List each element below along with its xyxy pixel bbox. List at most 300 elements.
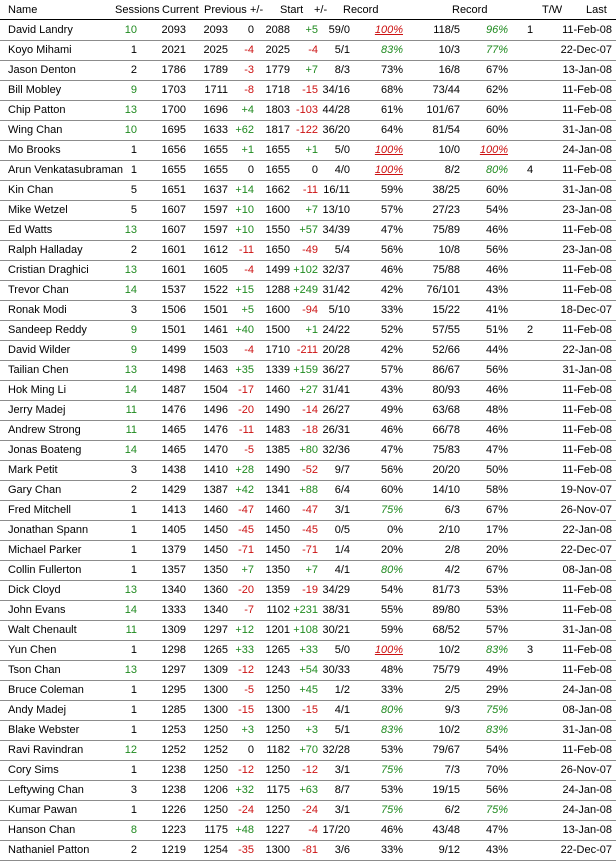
- change-since-start: -15: [302, 704, 318, 716]
- table-row: [0, 40, 616, 61]
- session-record: 38/31: [322, 604, 350, 616]
- session-win-pct: 83%: [380, 44, 403, 56]
- start-rating: 1250: [265, 684, 290, 696]
- previous-rating: 1597: [203, 224, 228, 236]
- previous-rating: 1612: [203, 244, 228, 256]
- player-name: Trevor Chan: [8, 284, 69, 296]
- change-since-start: -18: [302, 424, 318, 436]
- overall-win-pct: 60%: [485, 184, 508, 196]
- session-record: 8/7: [334, 784, 350, 796]
- rating-change: -45: [238, 524, 254, 536]
- previous-rating: 1655: [203, 144, 228, 156]
- current-rating: 1703: [161, 84, 186, 96]
- last-played: 11-Feb-08: [562, 464, 612, 476]
- current-rating: 1498: [161, 364, 186, 376]
- current-rating: 1238: [161, 784, 186, 796]
- player-name: Tson Chan: [8, 664, 61, 676]
- start-rating: 1450: [265, 544, 290, 556]
- session-record: 8/3: [334, 64, 350, 76]
- start-rating: 1803: [265, 104, 290, 116]
- session-record: 5/1: [334, 44, 350, 56]
- session-record: 5/10: [328, 304, 350, 316]
- session-record: 5/0: [334, 144, 350, 156]
- header-current: Current: [162, 4, 199, 16]
- overall-record: 75/88: [432, 264, 460, 276]
- session-win-pct: 46%: [380, 264, 403, 276]
- previous-rating: 1300: [203, 704, 228, 716]
- session-win-pct: 43%: [380, 384, 403, 396]
- rating-change: -15: [238, 704, 254, 716]
- overall-win-pct: 51%: [485, 324, 508, 336]
- change-since-start: +70: [299, 744, 318, 756]
- session-record: 30/21: [322, 624, 350, 636]
- overall-record: 20/20: [432, 464, 460, 476]
- overall-record: 10/8: [438, 244, 460, 256]
- last-played: 26-Nov-07: [560, 504, 612, 516]
- overall-win-pct: 49%: [485, 664, 508, 676]
- player-name: Tailian Chen: [8, 364, 69, 376]
- start-rating: 1490: [265, 404, 290, 416]
- overall-win-pct: 56%: [485, 364, 508, 376]
- change-since-start: -47: [302, 504, 318, 516]
- table-row: [0, 760, 616, 781]
- player-name: Collin Fullerton: [8, 564, 82, 576]
- overall-win-pct: 62%: [485, 84, 508, 96]
- last-played: 22-Dec-07: [560, 44, 612, 56]
- overall-record: 118/5: [433, 24, 460, 36]
- session-win-pct: 57%: [380, 364, 403, 376]
- overall-win-pct: 44%: [485, 344, 508, 356]
- session-record: 4/0: [334, 164, 350, 176]
- session-record: 5/0: [334, 644, 350, 656]
- sessions-count: 1: [130, 704, 137, 716]
- session-record: 36/20: [322, 124, 350, 136]
- session-win-pct: 100%: [374, 164, 403, 176]
- current-rating: 1655: [161, 164, 186, 176]
- table-row: [0, 420, 616, 441]
- rating-change: +10: [235, 224, 254, 236]
- session-record: 26/31: [322, 424, 350, 436]
- overall-record: 63/68: [432, 404, 460, 416]
- overall-win-pct: 48%: [485, 404, 508, 416]
- current-rating: 1601: [161, 244, 186, 256]
- overall-win-pct: 67%: [485, 564, 508, 576]
- overall-record: 15/22: [432, 304, 460, 316]
- sessions-count: 14: [124, 384, 137, 396]
- table-row: [0, 500, 616, 521]
- current-rating: 1499: [161, 344, 186, 356]
- previous-rating: 1504: [203, 384, 228, 396]
- header-record-overall: Record: [452, 4, 488, 16]
- table-row: [0, 120, 616, 141]
- sessions-count: 10: [124, 124, 137, 136]
- player-name: Nathaniel Patton: [8, 844, 90, 856]
- player-name: Chip Patton: [8, 104, 66, 116]
- overall-record: 57/55: [432, 324, 460, 336]
- current-rating: 1309: [161, 624, 186, 636]
- player-name: Ronak Modi: [8, 304, 67, 316]
- session-win-pct: 47%: [380, 444, 403, 456]
- last-played: 22-Dec-07: [560, 844, 612, 856]
- start-rating: 1243: [265, 664, 290, 676]
- player-name: Andrew Strong: [8, 424, 81, 436]
- last-played: 11-Feb-08: [562, 744, 612, 756]
- previous-rating: 1309: [203, 664, 228, 676]
- start-rating: 1250: [265, 804, 290, 816]
- previous-rating: 1410: [203, 464, 228, 476]
- change-since-start: -11: [302, 184, 318, 196]
- overall-win-pct: 67%: [485, 64, 508, 76]
- change-since-start: +1: [305, 144, 318, 156]
- overall-win-pct: 96%: [485, 24, 508, 36]
- last-played: 11-Feb-08: [562, 324, 612, 336]
- start-rating: 1288: [265, 284, 290, 296]
- current-rating: 1601: [161, 264, 186, 276]
- current-rating: 1438: [161, 464, 186, 476]
- overall-win-pct: 29%: [485, 684, 508, 696]
- previous-rating: 1461: [203, 324, 228, 336]
- change-since-start: +57: [299, 224, 318, 236]
- rating-change: -71: [238, 544, 254, 556]
- overall-win-pct: 50%: [485, 464, 508, 476]
- current-rating: 1357: [161, 564, 186, 576]
- overall-record: 80/93: [432, 384, 460, 396]
- previous-rating: 1633: [203, 124, 228, 136]
- rating-change: +5: [241, 304, 254, 316]
- overall-win-pct: 43%: [485, 284, 508, 296]
- change-since-start: +63: [299, 784, 318, 796]
- session-record: 44/28: [322, 104, 350, 116]
- start-rating: 1550: [265, 224, 290, 236]
- change-since-start: +102: [293, 264, 318, 276]
- player-name: Leftywing Chan: [8, 784, 84, 796]
- player-name: Walt Chenault: [8, 624, 77, 636]
- table-row: [0, 740, 616, 761]
- overall-record: 10/2: [438, 724, 460, 736]
- change-since-start: +7: [305, 204, 318, 216]
- table-row: [0, 780, 616, 801]
- last-played: 31-Jan-08: [562, 124, 612, 136]
- previous-rating: 1265: [203, 644, 228, 656]
- start-rating: 1175: [266, 784, 290, 796]
- previous-rating: 1637: [203, 184, 228, 196]
- last-played: 24-Jan-08: [562, 784, 612, 796]
- current-rating: 1465: [161, 424, 186, 436]
- sessions-count: 1: [130, 44, 137, 56]
- change-since-start: -103: [295, 104, 318, 116]
- player-name: Mo Brooks: [8, 144, 61, 156]
- player-name: Mike Wetzel: [8, 204, 68, 216]
- header-tw: T/W: [542, 4, 563, 16]
- sessions-count: 3: [130, 304, 137, 316]
- start-rating: 1359: [265, 584, 290, 596]
- current-rating: 1506: [161, 304, 186, 316]
- rating-change: -17: [238, 384, 254, 396]
- rating-change: +40: [235, 324, 254, 336]
- last-played: 26-Nov-07: [560, 764, 612, 776]
- current-rating: 1285: [161, 704, 186, 716]
- rating-change: -5: [244, 444, 254, 456]
- table-row: [0, 380, 616, 401]
- change-since-start: +159: [293, 364, 318, 376]
- start-rating: 1600: [265, 304, 290, 316]
- current-rating: 1656: [161, 144, 186, 156]
- session-win-pct: 20%: [380, 544, 403, 556]
- table-row: [0, 200, 616, 221]
- session-win-pct: 68%: [380, 84, 403, 96]
- session-win-pct: 48%: [380, 664, 403, 676]
- session-win-pct: 61%: [380, 104, 403, 116]
- session-record: 0/5: [334, 524, 350, 536]
- sessions-count: 13: [124, 364, 137, 376]
- sessions-count: 11: [125, 624, 137, 636]
- player-name: Sandeep Reddy: [8, 324, 87, 336]
- session-record: 3/1: [334, 804, 350, 816]
- rating-change: +12: [235, 624, 254, 636]
- sessions-count: 1: [130, 524, 137, 536]
- player-name: David Wilder: [8, 344, 71, 356]
- previous-rating: 1655: [203, 164, 228, 176]
- overall-record: 89/80: [432, 604, 460, 616]
- overall-record: 2/10: [438, 524, 460, 536]
- session-win-pct: 49%: [380, 404, 403, 416]
- player-name: Jerry Madej: [8, 404, 66, 416]
- overall-win-pct: 83%: [485, 724, 508, 736]
- current-rating: 1537: [161, 284, 186, 296]
- sessions-count: 2: [130, 64, 137, 76]
- last-played: 11-Feb-08: [562, 584, 612, 596]
- rating-change: -4: [244, 344, 254, 356]
- overall-win-pct: 17%: [485, 524, 508, 536]
- current-rating: 1413: [161, 504, 186, 516]
- session-win-pct: 0%: [387, 524, 403, 536]
- start-rating: 1490: [265, 464, 290, 476]
- header-change-since-start: +/-: [314, 4, 328, 16]
- current-rating: 2093: [161, 24, 186, 36]
- previous-rating: 1460: [203, 504, 228, 516]
- table-row: [0, 440, 616, 461]
- session-win-pct: 64%: [380, 124, 403, 136]
- overall-record: 6/2: [444, 804, 460, 816]
- start-rating: 1250: [265, 724, 290, 736]
- overall-record: 75/89: [432, 224, 460, 236]
- change-since-start: -94: [302, 304, 318, 316]
- start-rating: 1650: [265, 244, 290, 256]
- table-row: [0, 700, 616, 721]
- rating-change: +4: [241, 104, 254, 116]
- rating-change: +3: [241, 724, 254, 736]
- rating-change: -4: [244, 44, 254, 56]
- table-row: [0, 600, 616, 621]
- change-since-start: +1: [305, 324, 318, 336]
- session-win-pct: 52%: [380, 324, 403, 336]
- session-record: 1/2: [334, 684, 350, 696]
- overall-record: 10/0: [438, 144, 460, 156]
- overall-record: 2/8: [444, 544, 460, 556]
- header-sessions: Sessions: [115, 4, 160, 16]
- start-rating: 1300: [265, 844, 290, 856]
- last-played: 31-Jan-08: [562, 364, 612, 376]
- session-win-pct: 83%: [380, 724, 403, 736]
- session-record: 30/33: [322, 664, 350, 676]
- overall-record: 52/66: [432, 344, 460, 356]
- previous-rating: 1476: [203, 424, 228, 436]
- previous-rating: 1522: [203, 284, 228, 296]
- table-row: [0, 400, 616, 421]
- current-rating: 1252: [161, 744, 186, 756]
- session-record: 32/28: [322, 744, 350, 756]
- start-rating: 2088: [265, 24, 290, 36]
- overall-win-pct: 46%: [485, 224, 508, 236]
- start-rating: 1500: [265, 324, 290, 336]
- session-win-pct: 59%: [380, 624, 403, 636]
- rating-change: -7: [244, 604, 254, 616]
- session-record: 34/29: [322, 584, 350, 596]
- session-win-pct: 75%: [380, 504, 403, 516]
- current-rating: 1297: [161, 664, 186, 676]
- last-played: 11-Feb-08: [562, 604, 612, 616]
- previous-rating: 1470: [203, 444, 228, 456]
- current-rating: 1226: [161, 804, 186, 816]
- last-played: 24-Jan-08: [562, 804, 612, 816]
- sessions-count: 1: [130, 684, 137, 696]
- header-start: Start: [280, 4, 304, 16]
- overall-record: 7/3: [444, 764, 460, 776]
- change-since-start: -81: [302, 844, 318, 856]
- start-rating: 1102: [266, 604, 290, 616]
- change-since-start: +108: [293, 624, 318, 636]
- rating-change: +14: [235, 184, 254, 196]
- rating-change: -3: [244, 64, 254, 76]
- previous-rating: 1250: [203, 804, 228, 816]
- sessions-count: 13: [124, 584, 137, 596]
- overall-record: 10/3: [438, 44, 460, 56]
- last-played: 11-Feb-08: [562, 444, 612, 456]
- previous-rating: 1496: [203, 404, 228, 416]
- last-played: 23-Jan-08: [562, 244, 612, 256]
- table-row: [0, 160, 616, 181]
- current-rating: 1429: [161, 484, 186, 496]
- rating-change: -11: [238, 244, 254, 256]
- sessions-count: 5: [130, 184, 137, 196]
- session-record: 59/0: [328, 24, 350, 36]
- overall-record: 14/10: [432, 484, 460, 496]
- change-since-start: 0: [311, 164, 318, 176]
- session-record: 17/20: [322, 824, 350, 836]
- current-rating: 1695: [161, 124, 186, 136]
- rating-change: -35: [238, 844, 254, 856]
- change-since-start: -71: [302, 544, 318, 556]
- table-row: [0, 80, 616, 101]
- session-record: 16/11: [323, 184, 350, 196]
- change-since-start: +80: [299, 444, 318, 456]
- change-since-start: -15: [302, 84, 318, 96]
- overall-record: 75/79: [432, 664, 460, 676]
- rating-change: -24: [238, 804, 254, 816]
- sessions-count: 13: [124, 264, 137, 276]
- current-rating: 1223: [161, 824, 186, 836]
- table-row: [0, 540, 616, 561]
- session-record: 3/6: [334, 844, 350, 856]
- overall-win-pct: 56%: [485, 784, 508, 796]
- change-since-start: -52: [302, 464, 318, 476]
- table-row: [0, 720, 616, 741]
- session-record: 32/36: [322, 444, 350, 456]
- sessions-count: 1: [130, 764, 137, 776]
- start-rating: 1300: [265, 704, 290, 716]
- session-win-pct: 46%: [380, 424, 403, 436]
- overall-record: 76/101: [426, 284, 460, 296]
- sessions-count: 12: [124, 744, 137, 756]
- overall-win-pct: 53%: [485, 604, 508, 616]
- overall-win-pct: 41%: [485, 304, 508, 316]
- session-win-pct: 60%: [380, 484, 403, 496]
- overall-record: 75/83: [432, 444, 460, 456]
- change-since-start: +45: [299, 684, 318, 696]
- sessions-count: 14: [124, 284, 137, 296]
- previous-rating: 1350: [203, 564, 228, 576]
- player-name: Mark Petit: [8, 464, 58, 476]
- header-name: Name: [8, 4, 38, 16]
- overall-win-pct: 80%: [485, 164, 508, 176]
- overall-record: 101/67: [426, 104, 460, 116]
- player-name: Ralph Halladay: [8, 244, 83, 256]
- current-rating: 2021: [161, 44, 186, 56]
- previous-rating: 1300: [203, 684, 228, 696]
- last-played: 31-Jan-08: [562, 184, 612, 196]
- sessions-count: 14: [124, 444, 137, 456]
- previous-rating: 1501: [203, 304, 228, 316]
- table-row: [0, 560, 616, 581]
- previous-rating: 2093: [203, 24, 228, 36]
- session-win-pct: 33%: [380, 304, 403, 316]
- session-win-pct: 33%: [380, 684, 403, 696]
- change-since-start: -24: [302, 804, 318, 816]
- last-played: 22-Jan-08: [562, 524, 612, 536]
- current-rating: 1238: [161, 764, 186, 776]
- current-rating: 1340: [161, 584, 186, 596]
- header-last: Last: [586, 4, 607, 16]
- table-row: [0, 60, 616, 81]
- session-record: 26/27: [322, 404, 350, 416]
- table-row: [0, 260, 616, 281]
- session-win-pct: 56%: [380, 464, 403, 476]
- table-row: [0, 220, 616, 241]
- overall-record: 2/5: [444, 684, 460, 696]
- player-name: Ed Watts: [8, 224, 53, 236]
- start-rating: 1227: [265, 824, 290, 836]
- last-played: 22-Dec-07: [560, 544, 612, 556]
- previous-rating: 1254: [203, 844, 228, 856]
- start-rating: 1817: [265, 124, 290, 136]
- last-played: 31-Jan-08: [562, 624, 612, 636]
- previous-rating: 1252: [203, 744, 228, 756]
- player-name: Hanson Chan: [8, 824, 76, 836]
- change-since-start: +5: [305, 24, 318, 36]
- table-row: [0, 280, 616, 301]
- last-played: 11-Feb-08: [562, 384, 612, 396]
- last-played: 11-Feb-08: [562, 264, 612, 276]
- rating-change: -11: [238, 424, 254, 436]
- start-rating: 1339: [265, 364, 290, 376]
- sessions-count: 13: [124, 104, 137, 116]
- sessions-count: 11: [125, 424, 137, 436]
- current-rating: 1700: [161, 104, 186, 116]
- session-win-pct: 75%: [380, 804, 403, 816]
- session-win-pct: 54%: [380, 584, 403, 596]
- player-name: Kin Chan: [8, 184, 54, 196]
- overall-win-pct: 46%: [485, 424, 508, 436]
